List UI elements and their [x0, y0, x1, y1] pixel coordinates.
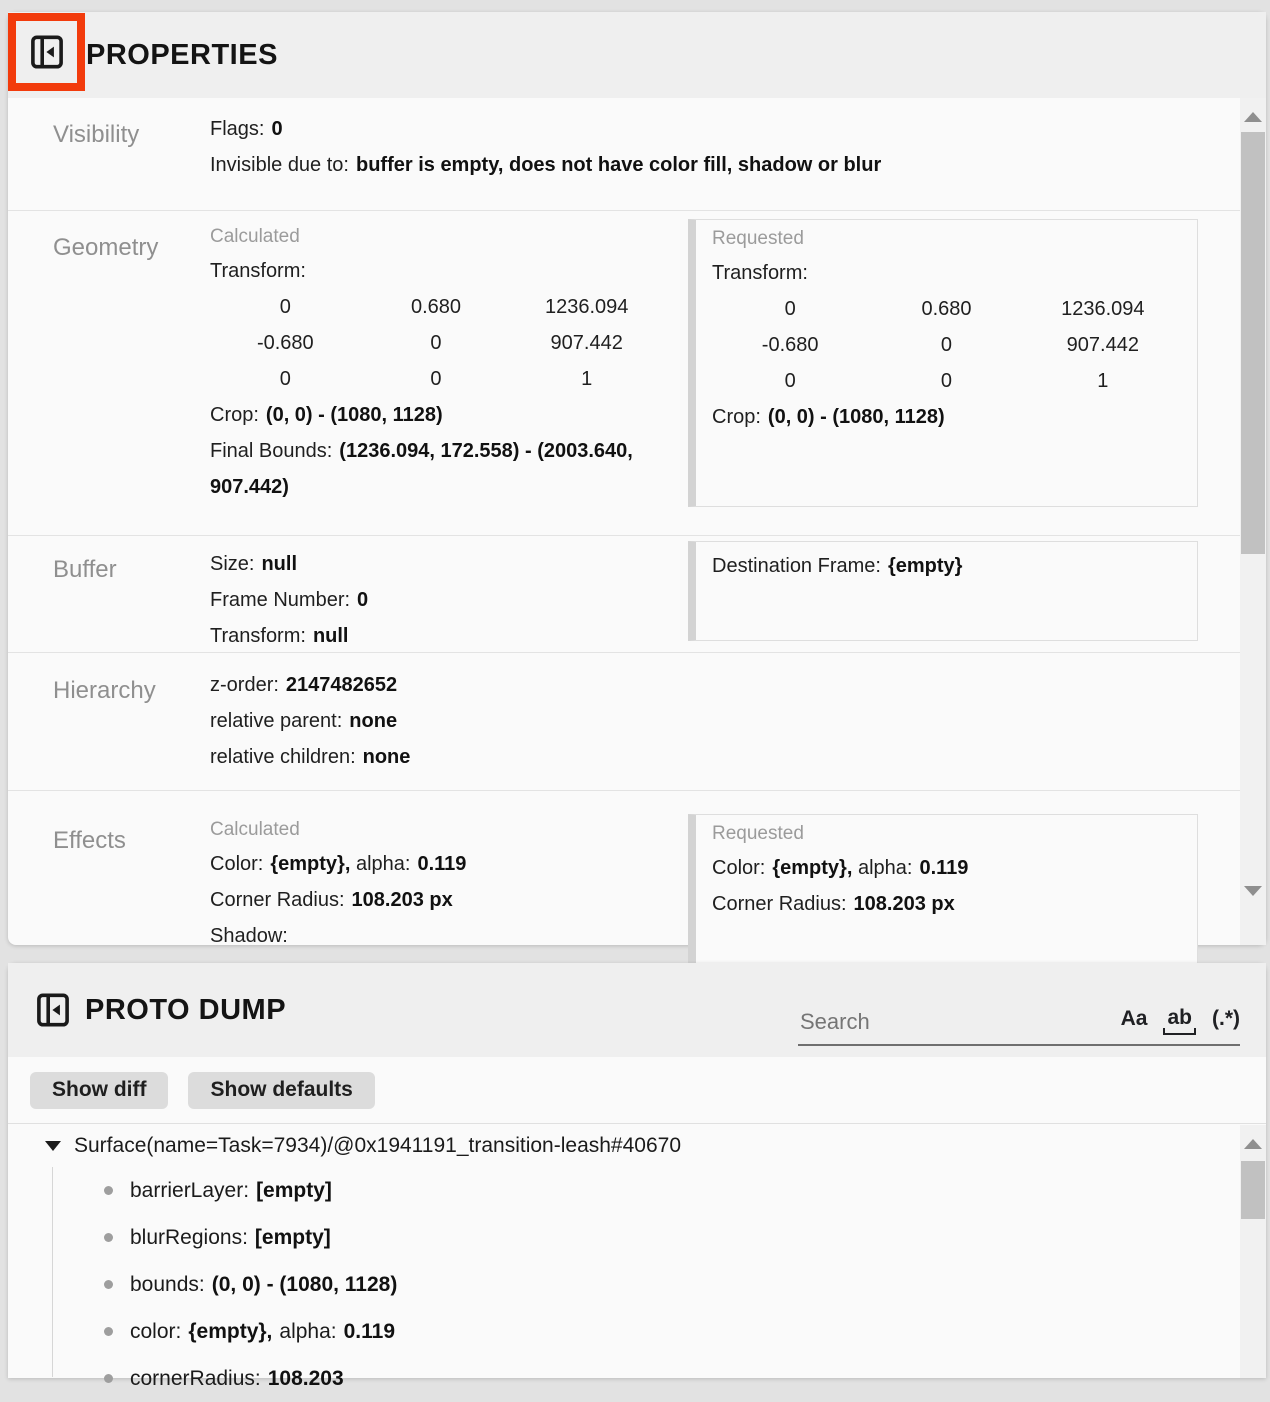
properties-scrollbar[interactable] — [1240, 98, 1266, 945]
bullet-icon — [104, 1280, 113, 1289]
expand-arrow-icon[interactable] — [45, 1141, 61, 1151]
crop-line: Crop: (0, 0) - (1080, 1128) — [712, 406, 945, 428]
show-diff-button[interactable]: Show diff — [30, 1072, 168, 1109]
bullet-icon — [104, 1233, 113, 1242]
requested-heading: Requested — [712, 228, 804, 249]
tree-item: blurRegions: [empty] — [8, 1214, 1266, 1261]
geometry-section — [8, 210, 1266, 535]
transform-matrix: 0 0.680 1236.094 -0.680 0 907.442 0 0 1 — [761, 298, 1145, 392]
match-word-icon[interactable]: ab — [1164, 1006, 1195, 1033]
transform-line: Transform: null — [210, 625, 349, 647]
final-bounds-line: Final Bounds: (1236.094, 172.558) - (2003.640, 907.442) — [210, 440, 633, 498]
proto-dump-scrollbar[interactable] — [1240, 1125, 1266, 1378]
proto-dump-title: PROTO DUMP — [85, 993, 287, 1026]
color-line: Color: {empty}, alpha: 0.119 — [712, 857, 969, 879]
proto-tree — [8, 1124, 1266, 1390]
geometry-label: Geometry — [53, 234, 159, 261]
tree-item: barrierLayer: [empty] — [8, 1167, 1266, 1214]
destination-frame-line: Destination Frame: {empty} — [712, 555, 963, 577]
match-case-icon[interactable]: Aa — [1120, 1007, 1148, 1030]
geometry-calculated — [210, 224, 688, 535]
properties-panel — [8, 12, 1266, 945]
panel-collapse-icon — [29, 33, 65, 71]
hierarchy-label: Hierarchy — [53, 677, 156, 704]
frame-number-line: Frame Number: 0 — [210, 589, 369, 611]
indent-guide — [52, 1167, 53, 1377]
tree-root-node[interactable] — [8, 1124, 1266, 1167]
z-order-line: z-order: 2147482652 — [210, 674, 398, 696]
corner-radius-line: Corner Radius: 108.203 px — [712, 893, 955, 915]
proto-dump-toolbar — [8, 1057, 1266, 1124]
search-field — [798, 1000, 1240, 1046]
properties-body — [8, 98, 1266, 1000]
visibility-section — [8, 98, 1266, 210]
panel-collapse-icon — [35, 991, 71, 1029]
annotation-highlight — [8, 13, 85, 91]
proto-dump-header — [8, 963, 1266, 1057]
relative-children-line: relative children: none — [210, 746, 411, 768]
hierarchy-section — [8, 652, 1266, 790]
crop-line: Crop: (0, 0) - (1080, 1128) — [210, 404, 443, 426]
shadow-line: Shadow: — [210, 925, 288, 947]
properties-header — [8, 12, 1266, 98]
show-defaults-button[interactable]: Show defaults — [188, 1072, 374, 1109]
calculated-heading: Calculated — [210, 226, 300, 247]
properties-title: PROPERTIES — [86, 38, 278, 71]
invisible-line: Invisible due to: buffer is empty, does not have color fill, shadow or blur — [210, 154, 882, 176]
search-options — [1121, 1006, 1240, 1039]
bullet-icon — [104, 1327, 113, 1336]
color-line: Color: {empty}, alpha: 0.119 — [210, 853, 467, 875]
transform-line: Transform: — [712, 262, 808, 284]
effects-label: Effects — [53, 827, 126, 854]
bullet-icon — [104, 1374, 113, 1383]
requested-heading: Requested — [712, 823, 804, 844]
visibility-label: Visibility — [53, 121, 140, 148]
tree-item: cornerRadius: 108.203 — [8, 1355, 1266, 1402]
relative-parent-line: relative parent: none — [210, 710, 398, 732]
search-input[interactable] — [798, 1008, 1121, 1036]
scroll-up-icon[interactable] — [1244, 1139, 1262, 1149]
collapse-proto-dump-icon[interactable] — [35, 991, 71, 1029]
buffer-label: Buffer — [53, 556, 117, 583]
transform-matrix: 0 0.680 1236.094 -0.680 0 907.442 0 0 1 — [256, 296, 629, 390]
bullet-icon — [104, 1186, 113, 1195]
buffer-section — [8, 535, 1266, 652]
tree-root-label: Surface(name=Task=7934)/@0x1941191_transition-leash#40670 — [74, 1133, 682, 1157]
tree-item: bounds: (0, 0) - (1080, 1128) — [8, 1261, 1266, 1308]
buffer-requested — [688, 541, 1198, 641]
collapse-properties-icon[interactable] — [29, 33, 65, 71]
scroll-up-icon[interactable] — [1244, 112, 1262, 122]
regex-icon[interactable]: (.*) — [1212, 1007, 1240, 1030]
flags-line: Flags: 0 — [210, 118, 283, 140]
proto-dump-scrollbar-thumb[interactable] — [1241, 1161, 1265, 1219]
scroll-down-icon[interactable] — [1244, 886, 1262, 896]
transform-line: Transform: — [210, 260, 306, 282]
geometry-requested — [688, 219, 1198, 507]
corner-radius-line: Corner Radius: 108.203 px — [210, 889, 453, 911]
proto-dump-panel — [8, 963, 1266, 1390]
tree-item: color: {empty}, alpha: 0.119 — [8, 1308, 1266, 1355]
properties-scrollbar-thumb[interactable] — [1241, 132, 1265, 554]
size-line: Size: null — [210, 553, 298, 575]
calculated-heading: Calculated — [210, 819, 300, 840]
